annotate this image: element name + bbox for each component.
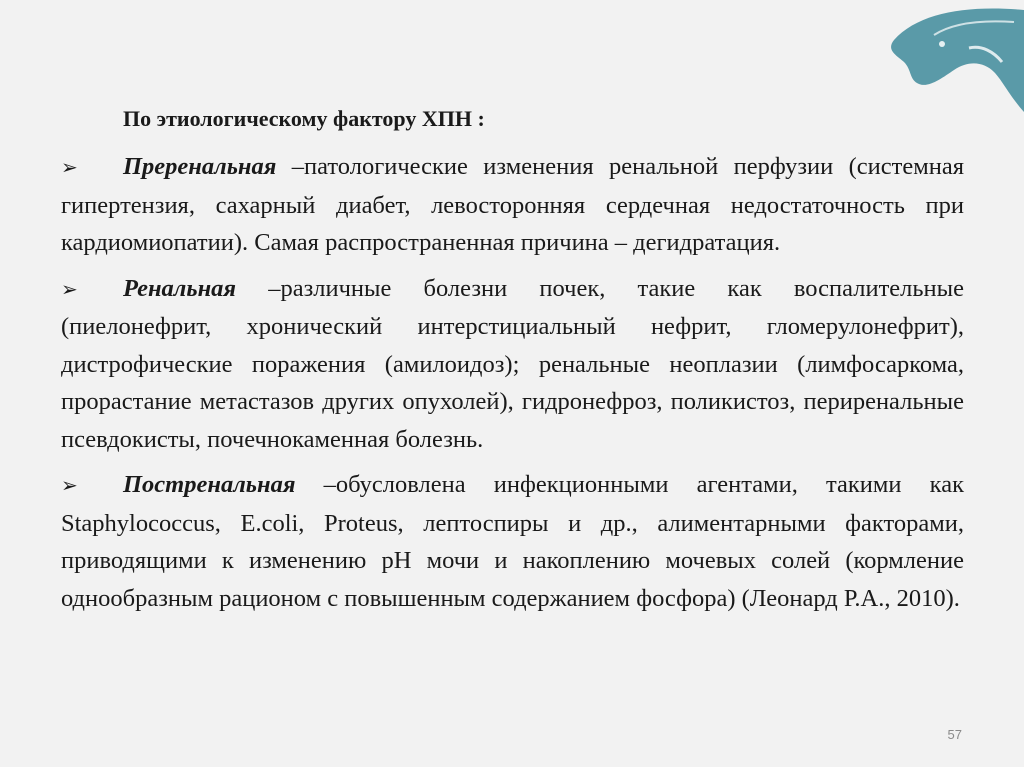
- list-item-renal: [61, 270, 964, 459]
- term-postrenal: Постренальная: [123, 471, 296, 498]
- slide-heading: По этиологическому фактору ХПН :: [123, 106, 485, 131]
- arrow-bullet-icon: ➢: [61, 155, 78, 179]
- term-renal: Ренальная: [123, 274, 237, 302]
- bullet-list: [61, 148, 964, 625]
- page-number: 57: [947, 727, 962, 742]
- item-text-renal: –различные болезни почек, такие как воспалительные (пиелонефрит, хронический интерстициальный нефрит, гломерулонефрит), дистрофические поражения (амилоидоз); ренальные неоплазии (лимфосаркома, прорастание метастазов других опухолей), гидронефроз, поликистоз, периренальные псевдокисты, почечнокаменная болезнь.: [61, 274, 964, 453]
- arrow-bullet-icon: ➢: [61, 276, 78, 301]
- list-item-postrenal: [61, 466, 964, 617]
- list-item-prerenal: [61, 148, 964, 262]
- arrow-bullet-icon: ➢: [61, 473, 78, 497]
- item-text-postrenal: –обусловлена инфекционными агентами, такими как Staphylococcus, E.coli, Proteus, лептоспиры и др., алиментарными факторами, приводящими к изменению рН мочи и накоплению мочевых солей (кормление однообразным рационом с повышенным содержанием фосфора) (Леонард Р.А., 2010).: [61, 471, 964, 612]
- item-text-prerenal: –патологические изменения ренальной перфузии (системная гипертензия, сахарный диабет, левосторонняя сердечная недостаточность при кардиомиопатии). Самая распространенная причина – дегидратация.: [61, 153, 964, 256]
- term-prerenal: Преренальная: [123, 153, 277, 180]
- horse-head-logo-icon: [874, 0, 1024, 112]
